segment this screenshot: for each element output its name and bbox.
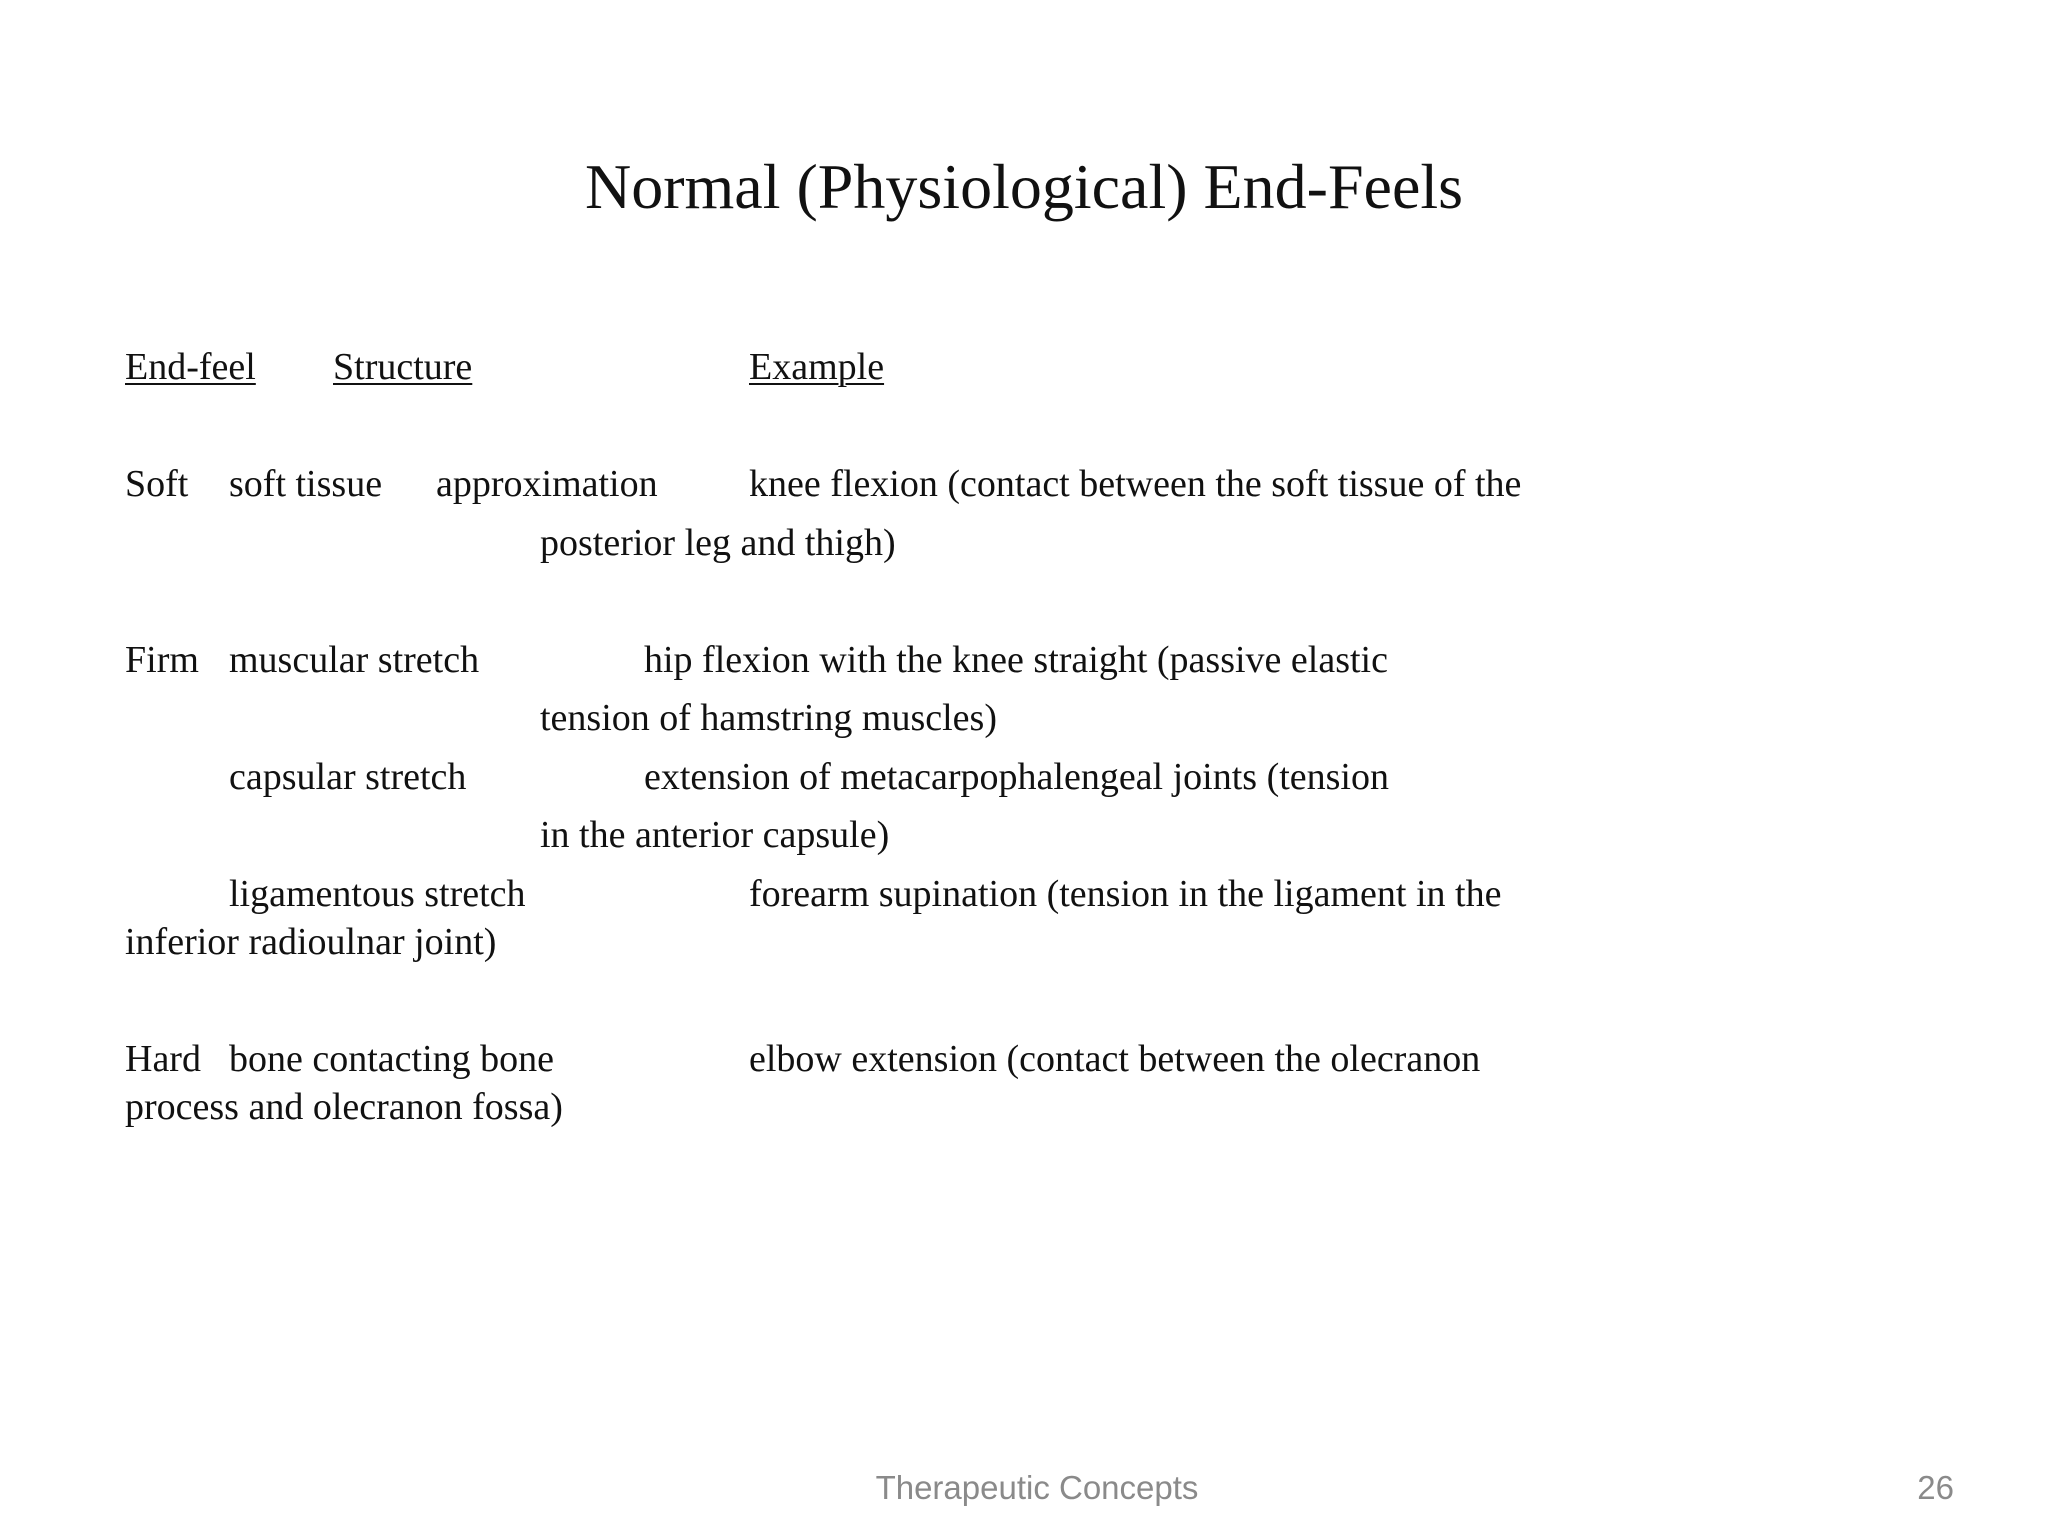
header-structure: Structure xyxy=(333,346,473,388)
header-example: Example xyxy=(749,346,885,388)
row-hard-end-feel: Hard xyxy=(125,1038,201,1080)
row-hard-structure: bone contacting bone xyxy=(229,1038,555,1080)
row-firm-muscular-example-line1: hip flexion with the knee straight (passive elastic xyxy=(644,639,1388,681)
header-end-feel: End-feel xyxy=(125,346,256,388)
row-soft-structure-b: approximation xyxy=(436,463,658,505)
row-hard-example-line2: process and olecranon fossa) xyxy=(125,1086,563,1128)
page-number: 26 xyxy=(1917,1469,1954,1506)
row-firm-muscular-example-line2: tension of hamstring muscles) xyxy=(540,697,997,739)
row-firm-capsular-structure: capsular stretch xyxy=(229,756,467,798)
row-soft-end-feel: Soft xyxy=(125,463,189,505)
slide-title: Normal (Physiological) End-Feels xyxy=(584,151,1464,222)
row-firm-ligamentous-example-line1: forearm supination (tension in the ligament in the xyxy=(749,873,1502,915)
footer-text: Therapeutic Concepts xyxy=(875,1469,1199,1506)
row-hard-example-line1: elbow extension (contact between the olecranon xyxy=(749,1038,1481,1080)
row-firm-ligamentous-example-line2: inferior radioulnar joint) xyxy=(125,921,497,963)
row-firm-capsular-example-line1: extension of metacarpophalengeal joints (tension xyxy=(644,756,1389,798)
row-firm-end-feel: Firm xyxy=(125,639,199,681)
row-firm-capsular-example-line2: in the anterior capsule) xyxy=(540,814,890,856)
row-soft-structure-a: soft tissue xyxy=(229,463,383,505)
row-soft-example-line2: posterior leg and thigh) xyxy=(540,522,896,564)
row-soft-example-line1: knee flexion (contact between the soft tissue of the xyxy=(749,463,1522,505)
row-firm-ligamentous-structure: ligamentous stretch xyxy=(229,873,526,915)
row-firm-muscular-structure: muscular stretch xyxy=(229,639,480,681)
